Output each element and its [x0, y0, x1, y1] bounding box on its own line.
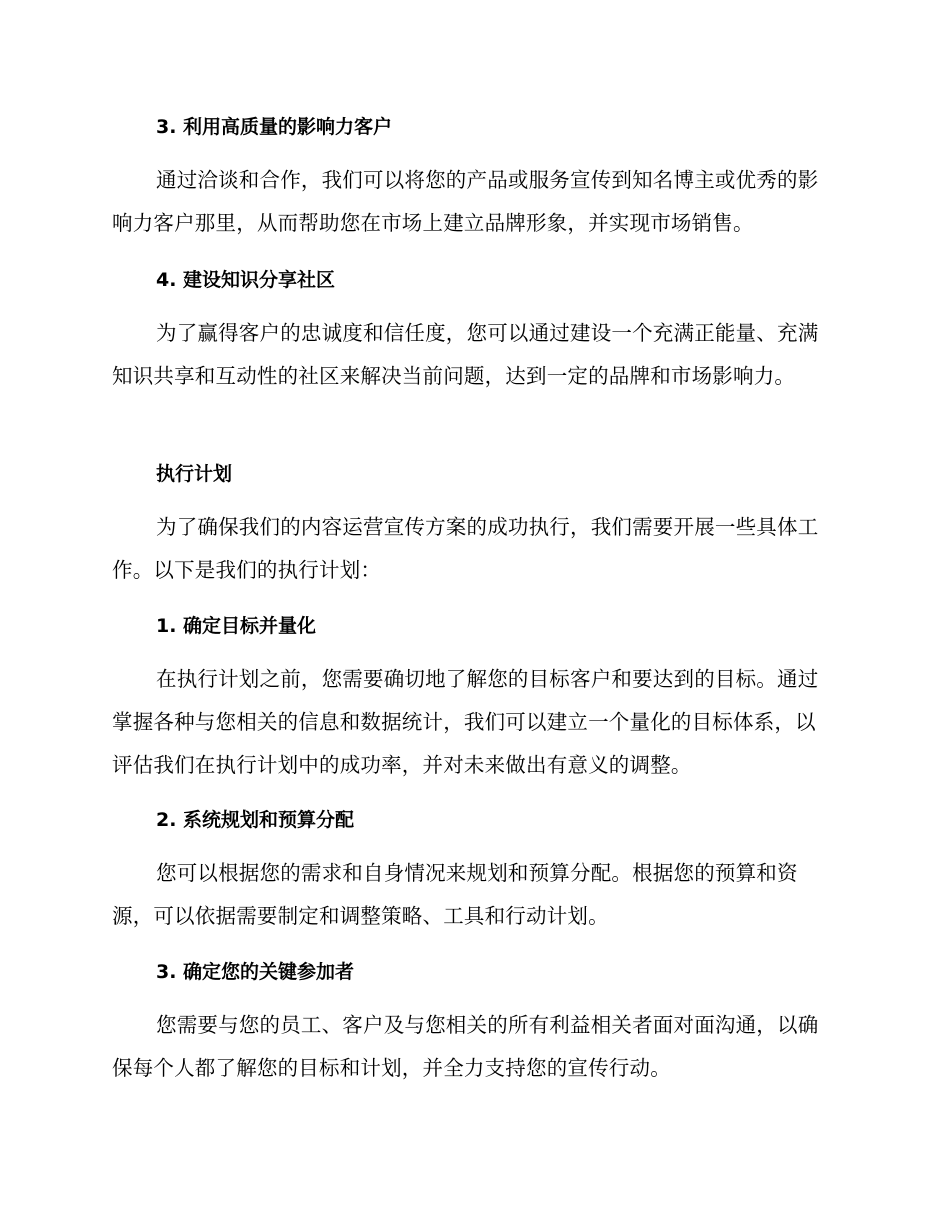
section-heading: 4. 建设知识分享社区: [156, 269, 336, 291]
section-paragraph: 通过洽谈和合作，我们可以将您的产品或服务宣传到知名博主或优秀的影响力客户那里，从而帮助您在市场上建立品牌形象，并实现市场销售。: [112, 168, 819, 235]
section-heading: 2. 系统规划和预算分配: [156, 809, 355, 831]
section-heading: 1. 确定目标并量化: [156, 615, 317, 637]
section-paragraph: 您可以根据您的需求和自身情况来规划和预算分配。根据您的预算和资源，可以依据需要制定和调整策略、工具和行动计划。: [112, 861, 798, 928]
section-heading: 3. 确定您的关键参加者: [156, 961, 355, 983]
section-heading: 3. 利用高质量的影响力客户: [156, 116, 393, 138]
section-paragraph: 为了确保我们的内容运营宣传方案的成功执行，我们需要开展一些具体工作。以下是我们的执行计划：: [112, 515, 819, 582]
section-paragraph: 在执行计划之前，您需要确切地了解您的目标客户和要达到的目标。通过掌握各种与您相关的信息和数据统计，我们可以建立一个量化的目标体系，以评估我们在执行计划中的成功率，并对未来做出有意义的调整。: [112, 667, 819, 777]
section-heading: 执行计划: [156, 463, 233, 485]
section-paragraph: 为了赢得客户的忠诚度和信任度，您可以通过建设一个充满正能量、充满知识共享和互动性的社区来解决当前问题，达到一定的品牌和市场影响力。: [112, 321, 819, 388]
section-paragraph: 您需要与您的员工、客户及与您相关的所有利益相关者面对面沟通，以确保每个人都了解您的目标和计划，并全力支持您的宣传行动。: [112, 1013, 819, 1080]
